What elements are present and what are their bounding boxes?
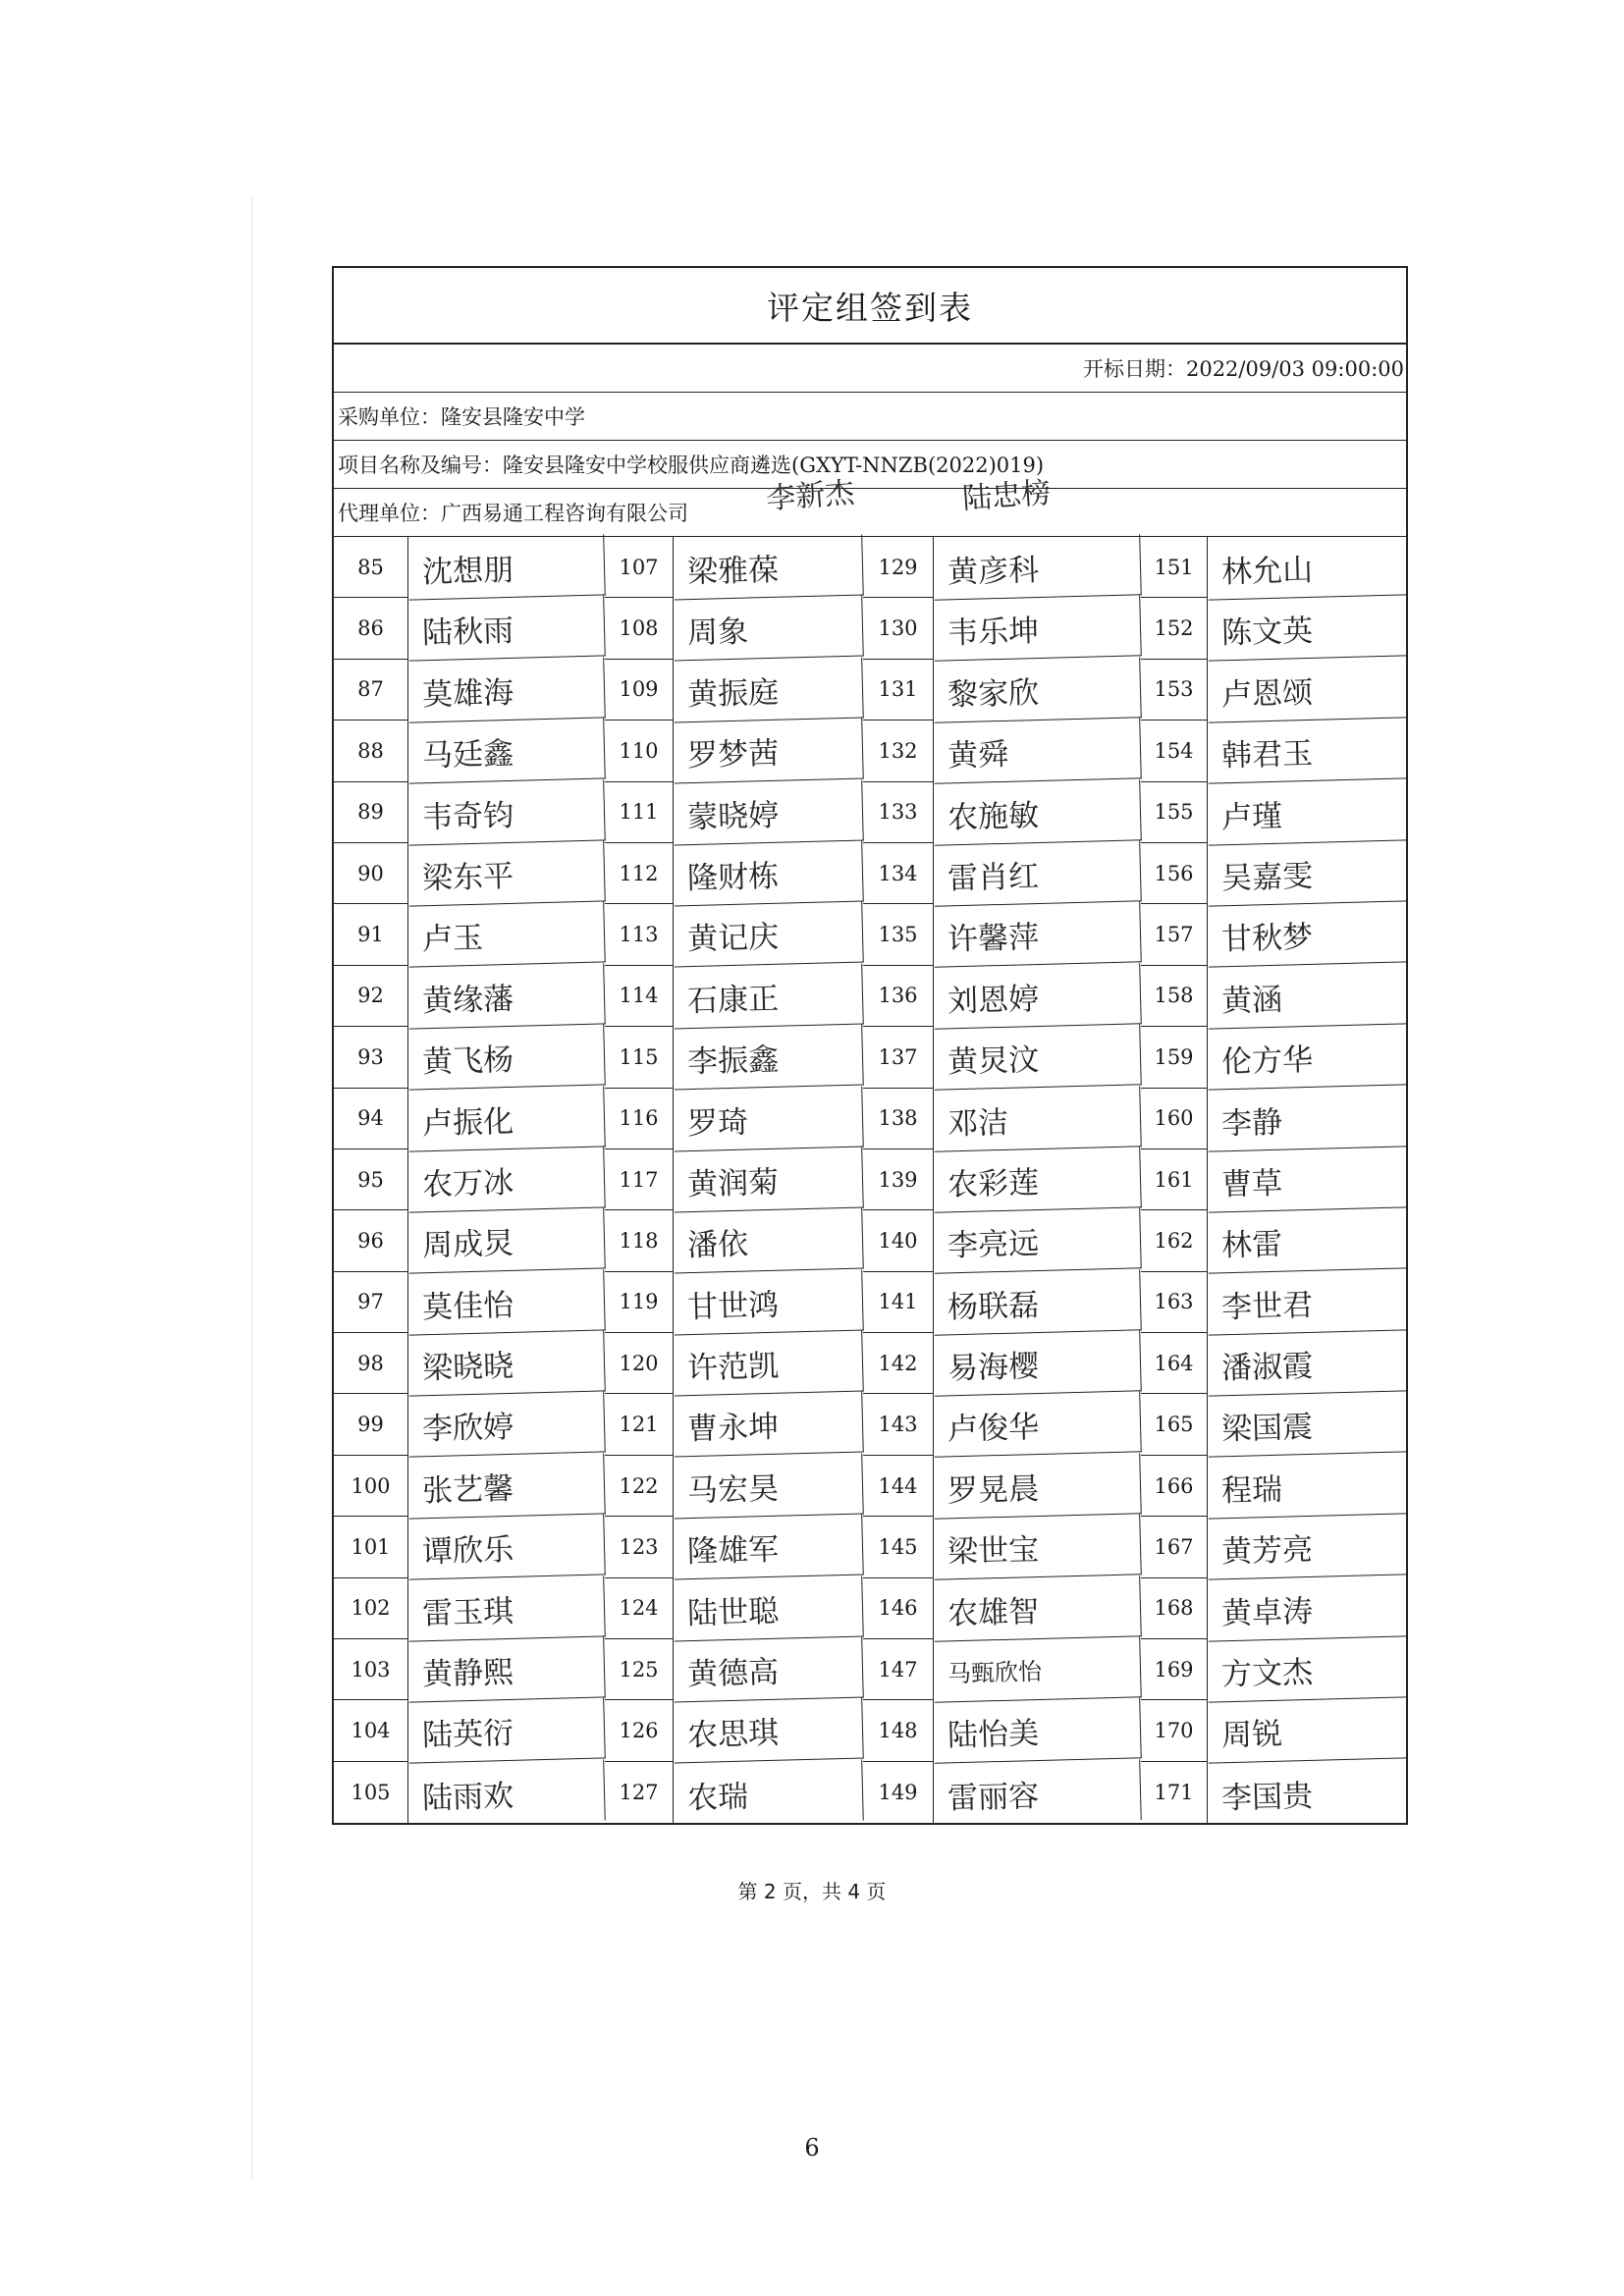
member-signature: 李静 (1207, 1086, 1407, 1152)
member-number: 126 (605, 1700, 674, 1761)
member-signature: 陈文英 (1207, 596, 1407, 663)
member-signature: 黄舜 (933, 718, 1142, 784)
member-signature: 农彩莲 (933, 1147, 1142, 1213)
member-signature: 隆财栋 (673, 840, 864, 906)
member-signature: 韦奇钧 (407, 779, 606, 846)
member-number: 169 (1141, 1639, 1208, 1700)
member-signature: 卢瑾 (1207, 779, 1407, 846)
member-signature: 黄记庆 (673, 902, 864, 968)
member-signature: 梁雅葆 (673, 534, 864, 600)
member-signature: 雷肖红 (933, 840, 1142, 907)
page-number: 6 (804, 2134, 820, 2162)
member-number: 129 (863, 537, 934, 598)
member-number: 155 (1141, 782, 1208, 843)
member-signature: 梁国震 (1207, 1392, 1407, 1459)
member-number: 99 (334, 1394, 408, 1455)
sheet-title: 评定组签到表 (334, 268, 1406, 345)
member-number: 135 (863, 904, 934, 965)
member-number: 149 (863, 1762, 934, 1823)
member-signature: 韩君玉 (1207, 719, 1407, 785)
member-signature: 易海樱 (933, 1330, 1142, 1397)
member-number: 131 (863, 660, 934, 721)
member-signature: 农施敏 (933, 779, 1142, 846)
member-number: 133 (863, 782, 934, 843)
member-signature: 黄飞杨 (407, 1025, 606, 1092)
member-number: 161 (1141, 1149, 1208, 1210)
member-number: 171 (1141, 1762, 1208, 1823)
member-number: 124 (605, 1578, 674, 1639)
member-number: 152 (1141, 598, 1208, 659)
member-signature: 黄静熙 (407, 1636, 606, 1703)
member-number: 158 (1141, 966, 1208, 1027)
handwritten-signature: 陆忠榜 (961, 475, 1053, 517)
member-number: 141 (863, 1272, 934, 1333)
member-number: 134 (863, 843, 934, 904)
member-number: 87 (334, 660, 408, 721)
member-number: 113 (605, 904, 674, 965)
member-signature: 黄涵 (1207, 963, 1407, 1030)
member-signature: 周象 (673, 596, 864, 662)
member-number: 170 (1141, 1700, 1208, 1761)
member-signature: 杨联磊 (933, 1269, 1142, 1336)
member-number: 97 (334, 1272, 408, 1333)
member-signature: 梁晓晓 (407, 1330, 606, 1397)
member-number: 138 (863, 1089, 934, 1149)
member-number: 109 (605, 660, 674, 721)
member-number: 143 (863, 1394, 934, 1455)
member-number: 101 (334, 1517, 408, 1577)
member-signature: 李振鑫 (673, 1025, 864, 1091)
member-number: 125 (605, 1639, 674, 1700)
member-number: 104 (334, 1700, 408, 1761)
member-signature: 伦方华 (1207, 1024, 1407, 1091)
member-number: 160 (1141, 1089, 1208, 1149)
member-signature: 刘恩婷 (933, 963, 1142, 1030)
member-number: 164 (1141, 1333, 1208, 1394)
member-signature: 罗晃晨 (933, 1453, 1142, 1520)
member-signature: 黄润菊 (673, 1147, 864, 1212)
member-signature: 蒙晓婷 (673, 779, 864, 845)
member-number: 139 (863, 1149, 934, 1210)
agent-text: 代理单位：广西易通工程咨询有限公司 (338, 502, 688, 525)
member-number: 154 (1141, 721, 1208, 781)
member-signature: 陆英衍 (407, 1698, 606, 1765)
member-signature: 石康正 (673, 963, 864, 1029)
agent-line (334, 475, 1406, 537)
member-signature: 马宏昊 (673, 1453, 864, 1519)
member-signature: 韦乐坤 (933, 596, 1142, 663)
member-signature: 潘依 (673, 1208, 864, 1274)
member-signature: 罗梦茜 (673, 719, 864, 784)
member-signature: 张艺馨 (407, 1453, 606, 1520)
member-number: 108 (605, 598, 674, 659)
member-signature: 陆秋雨 (407, 596, 606, 663)
member-number: 137 (863, 1027, 934, 1088)
member-signature: 程瑞 (1207, 1453, 1407, 1520)
page-footer: 第 2 页，共 4 页 (737, 1880, 887, 1903)
member-number: 94 (334, 1089, 408, 1149)
member-signature: 莫佳怡 (407, 1269, 606, 1336)
member-number: 112 (605, 843, 674, 904)
member-signature: 黄缘藩 (407, 963, 606, 1030)
member-signature: 潘淑霞 (1207, 1330, 1407, 1397)
member-signature: 黄彦科 (933, 534, 1142, 601)
project-line: 项目名称及编号：隆安县隆安中学校服供应商遴选(GXYT-NNZB(2022)019) (334, 441, 1406, 489)
member-number: 153 (1141, 660, 1208, 721)
member-signature: 卢恩颂 (1207, 657, 1407, 723)
member-signature: 雷玉琪 (407, 1575, 606, 1642)
member-signature: 陆怡美 (933, 1698, 1142, 1765)
member-signature: 农瑞 (673, 1759, 864, 1825)
member-signature: 黄芳亮 (1207, 1515, 1407, 1581)
member-signature: 方文杰 (1207, 1636, 1407, 1703)
member-signature: 隆雄军 (673, 1515, 864, 1580)
member-signature: 林雷 (1207, 1208, 1407, 1275)
member-signature: 马廷鑫 (407, 719, 606, 785)
member-number: 136 (863, 966, 934, 1027)
member-signature: 梁东平 (407, 840, 606, 907)
member-number: 91 (334, 904, 408, 965)
member-number: 88 (334, 721, 408, 781)
member-number: 151 (1141, 537, 1208, 598)
member-number: 148 (863, 1700, 934, 1761)
member-number: 159 (1141, 1027, 1208, 1088)
member-number: 156 (1141, 843, 1208, 904)
member-number: 163 (1141, 1272, 1208, 1333)
member-signature: 农思琪 (673, 1698, 864, 1764)
member-signature: 甘秋梦 (1207, 902, 1407, 969)
member-number: 146 (863, 1578, 934, 1639)
member-number: 90 (334, 843, 408, 904)
member-signature: 马甄欣怡 (933, 1636, 1142, 1703)
member-number: 122 (605, 1456, 674, 1517)
member-number: 100 (334, 1456, 408, 1517)
member-number: 95 (334, 1149, 408, 1210)
member-signature: 吴嘉雯 (1207, 840, 1407, 907)
member-number: 123 (605, 1517, 674, 1577)
member-number: 121 (605, 1394, 674, 1455)
member-number: 165 (1141, 1394, 1208, 1455)
purchaser-line: 采购单位：隆安县隆安中学 (334, 393, 1406, 441)
member-signature: 李亮远 (933, 1208, 1142, 1275)
member-number: 140 (863, 1210, 934, 1271)
member-number: 168 (1141, 1578, 1208, 1639)
signature-grid (334, 537, 1406, 1823)
member-signature: 雷丽容 (933, 1759, 1142, 1826)
member-signature: 莫雄海 (407, 657, 606, 723)
member-number: 111 (605, 782, 674, 843)
member-signature: 许馨萍 (933, 902, 1142, 969)
member-signature: 谭欣乐 (407, 1515, 606, 1581)
member-number: 142 (863, 1333, 934, 1394)
member-signature: 周锐 (1207, 1698, 1407, 1765)
member-signature: 沈想朋 (407, 534, 606, 601)
member-number: 119 (605, 1272, 674, 1333)
member-number: 144 (863, 1456, 934, 1517)
member-number: 145 (863, 1517, 934, 1577)
member-number: 117 (605, 1149, 674, 1210)
member-number: 96 (334, 1210, 408, 1271)
member-signature: 李世君 (1207, 1269, 1407, 1336)
member-signature: 曹草 (1207, 1147, 1407, 1213)
member-signature: 邓洁 (933, 1086, 1142, 1152)
member-number: 105 (334, 1762, 408, 1823)
member-signature: 卢振化 (407, 1086, 606, 1152)
member-number: 147 (863, 1639, 934, 1700)
member-number: 132 (863, 721, 934, 781)
sign-in-sheet (332, 266, 1408, 1825)
member-number: 167 (1141, 1517, 1208, 1577)
bid-opening-date: 开标日期：2022/09/03 09:00:00 (334, 345, 1406, 393)
member-signature: 黄卓涛 (1207, 1575, 1407, 1642)
member-signature: 黄振庭 (673, 657, 864, 722)
member-number: 115 (605, 1027, 674, 1088)
member-signature: 周成炅 (407, 1208, 606, 1275)
member-signature: 卢玉 (407, 902, 606, 969)
member-number: 162 (1141, 1210, 1208, 1271)
member-number: 114 (605, 966, 674, 1027)
member-signature: 李欣婷 (407, 1392, 606, 1459)
member-number: 103 (334, 1639, 408, 1700)
member-signature: 卢俊华 (933, 1392, 1142, 1459)
member-number: 98 (334, 1333, 408, 1394)
member-signature: 梁世宝 (933, 1514, 1142, 1580)
member-signature: 甘世鸿 (673, 1269, 864, 1335)
handwritten-signature: 李新杰 (765, 475, 856, 517)
member-signature: 农雄智 (933, 1575, 1142, 1642)
member-signature: 许范凯 (673, 1331, 864, 1397)
member-number: 127 (605, 1762, 674, 1823)
member-signature: 农万冰 (407, 1147, 606, 1213)
member-number: 130 (863, 598, 934, 659)
member-signature: 黄炅汶 (933, 1024, 1142, 1091)
member-signature: 李国贵 (1220, 1778, 1314, 1816)
member-number: 166 (1141, 1456, 1208, 1517)
member-number: 93 (334, 1027, 408, 1088)
member-number: 85 (334, 537, 408, 598)
member-number: 92 (334, 966, 408, 1027)
member-number: 86 (334, 598, 408, 659)
member-signature: 陆雨欢 (407, 1759, 606, 1826)
member-signature: 罗琦 (673, 1086, 864, 1151)
member-number: 120 (605, 1333, 674, 1394)
member-number: 118 (605, 1210, 674, 1271)
member-number: 116 (605, 1089, 674, 1149)
member-signature: 黄德高 (673, 1637, 864, 1703)
member-number: 110 (605, 721, 674, 781)
member-number: 107 (605, 537, 674, 598)
member-signature: 黎家欣 (933, 657, 1142, 723)
member-signature: 林允山 (1207, 534, 1407, 601)
member-signature: 陆世聪 (673, 1575, 864, 1641)
member-number: 89 (334, 782, 408, 843)
member-number: 157 (1141, 904, 1208, 965)
member-signature: 曹永坤 (673, 1392, 864, 1458)
member-number: 102 (334, 1578, 408, 1639)
